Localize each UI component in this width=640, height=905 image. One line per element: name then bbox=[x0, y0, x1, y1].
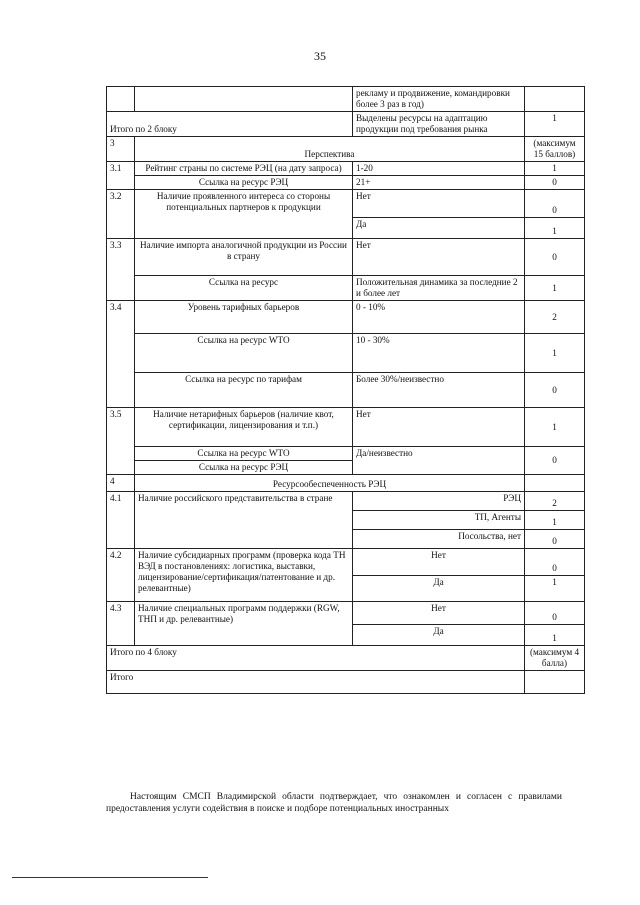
total-label: Итого по 4 блоку bbox=[107, 646, 525, 671]
score-cell: 1 bbox=[525, 334, 585, 373]
criterion-cell: Выделены ресурсы на адаптацию продукции под требования рынка bbox=[353, 112, 525, 137]
row-number: 3.3 bbox=[107, 239, 135, 301]
score-cell: 0 bbox=[525, 602, 585, 625]
criterion-cell: РЭЦ bbox=[353, 492, 525, 511]
block-title: Перспектива bbox=[135, 137, 525, 162]
resource-link: Ссылка на ресурс WTO bbox=[135, 334, 353, 373]
criterion-cell: Да bbox=[353, 218, 525, 239]
criterion-cell: Да bbox=[353, 625, 525, 646]
total-label: Итого по 2 блоку bbox=[107, 112, 353, 137]
table-row bbox=[107, 373, 585, 408]
table-row bbox=[107, 176, 585, 190]
cell-empty bbox=[525, 475, 585, 492]
table-row bbox=[107, 137, 585, 162]
row-number: 3.5 bbox=[107, 408, 135, 475]
cell-empty bbox=[107, 87, 135, 112]
score-cell: 1 bbox=[525, 218, 585, 239]
total-label: Итого bbox=[107, 671, 525, 694]
block-title: Ресурсообеспеченность РЭЦ bbox=[135, 475, 525, 492]
block-number: 3 bbox=[107, 137, 135, 162]
criterion-cell: Более 30%/неизвестно bbox=[353, 373, 525, 408]
scoring-table bbox=[106, 86, 585, 694]
footnote-divider bbox=[12, 877, 208, 878]
criterion-cell: Нет bbox=[353, 408, 525, 447]
score-cell: 0 bbox=[525, 530, 585, 549]
table-row bbox=[107, 492, 585, 511]
table-row bbox=[107, 190, 585, 218]
page-number: 35 bbox=[314, 49, 326, 63]
resource-link: Ссылка на ресурс WTO bbox=[135, 447, 353, 461]
max-score: (максимум 4 балла) bbox=[525, 646, 585, 671]
score-cell: 0 bbox=[525, 190, 585, 218]
indicator-title: Наличие нетарифных барьеров (наличие квот, сертификации, лицензирования и т.п.) bbox=[135, 408, 353, 447]
resource-link: Ссылка на ресурс РЭЦ bbox=[135, 461, 353, 475]
row-number: 4.3 bbox=[107, 602, 135, 646]
criterion-cell: Да/неизвестно bbox=[353, 447, 525, 475]
criterion-cell: Посольства, нет bbox=[353, 530, 525, 549]
table-row bbox=[107, 112, 585, 137]
block-number: 4 bbox=[107, 475, 135, 492]
row-number: 3.4 bbox=[107, 301, 135, 408]
cell-empty bbox=[525, 671, 585, 694]
table-row bbox=[107, 408, 585, 447]
criterion-cell: Положительная динамика за последние 2 и более лет bbox=[353, 276, 525, 301]
table-row bbox=[107, 602, 585, 625]
score-cell: 1 bbox=[525, 276, 585, 301]
criterion-cell: Нет bbox=[353, 239, 525, 276]
indicator-title: Наличие специальных программ поддержки (RGW, ТНП и др. релевантные) bbox=[135, 602, 353, 646]
score-cell: 0 bbox=[525, 373, 585, 408]
cell-empty bbox=[135, 87, 353, 112]
score-cell: 1 bbox=[525, 575, 585, 602]
score-cell: 1 bbox=[525, 625, 585, 646]
indicator-title: Наличие импорта аналогичной продукции из России в страну bbox=[135, 239, 353, 276]
table-row bbox=[107, 549, 585, 576]
confirmation-text: Настоящим СМСП Владимирской области подтверждает, что ознакомлен и согласен с правилами предоставления услуги содействия в поиске и подборе потенциальных иностранных bbox=[106, 792, 562, 814]
table-row bbox=[107, 301, 585, 334]
score-cell bbox=[525, 87, 585, 112]
row-number: 3.1 bbox=[107, 162, 135, 190]
score-cell: 0 bbox=[525, 549, 585, 576]
indicator-title: Рейтинг страны по системе РЭЦ (на дату запроса) bbox=[135, 162, 353, 176]
table-row bbox=[107, 162, 585, 176]
score-cell: 1 bbox=[525, 162, 585, 176]
score-cell: 0 bbox=[525, 447, 585, 475]
table-row bbox=[107, 239, 585, 276]
score-cell: 0 bbox=[525, 239, 585, 276]
row-number: 3.2 bbox=[107, 190, 135, 239]
criterion-cell: 0 - 10% bbox=[353, 301, 525, 334]
resource-link: Ссылка на ресурс по тарифам bbox=[135, 373, 353, 408]
criterion-cell: Да bbox=[353, 575, 525, 602]
table-row bbox=[107, 646, 585, 671]
indicator-title: Наличие субсидиарных программ (проверка кода ТН ВЭД в постановлениях: логистика, выставки, лицензирование/сертификация/патентование и др. релевантные) bbox=[135, 549, 353, 602]
score-cell: 1 bbox=[525, 511, 585, 530]
table-row bbox=[107, 276, 585, 301]
indicator-title: Наличие российского представительства в стране bbox=[135, 492, 353, 549]
criterion-cell: Нет bbox=[353, 549, 525, 576]
score-cell: 2 bbox=[525, 301, 585, 334]
criterion-cell: 21+ bbox=[353, 176, 525, 190]
indicator-title: Наличие проявленного интереса со стороны потенциальных партнеров к продукции bbox=[135, 190, 353, 239]
score-cell: 2 bbox=[525, 492, 585, 511]
resource-link: Ссылка на ресурс bbox=[135, 276, 353, 301]
row-number: 4.2 bbox=[107, 549, 135, 602]
criterion-cell: 1-20 bbox=[353, 162, 525, 176]
table-row bbox=[107, 475, 585, 492]
table-row bbox=[107, 671, 585, 694]
score-cell: 1 bbox=[525, 408, 585, 447]
row-number: 4.1 bbox=[107, 492, 135, 549]
score-cell: 0 bbox=[525, 176, 585, 190]
table-row bbox=[107, 334, 585, 373]
criterion-cell: ТП, Агенты bbox=[353, 511, 525, 530]
criterion-cell: Нет bbox=[353, 602, 525, 625]
table-row bbox=[107, 447, 585, 461]
score-cell: 1 bbox=[525, 112, 585, 137]
indicator-title: Уровень тарифных барьеров bbox=[135, 301, 353, 334]
max-score: (максимум 15 баллов) bbox=[525, 137, 585, 162]
table-row bbox=[107, 87, 585, 112]
resource-link: Ссылка на ресурс РЭЦ bbox=[135, 176, 353, 190]
criterion-cell: Нет bbox=[353, 190, 525, 218]
criterion-cell: 10 - 30% bbox=[353, 334, 525, 373]
criterion-cell: рекламу и продвижение, командировки более 3 раз в год) bbox=[353, 87, 525, 112]
